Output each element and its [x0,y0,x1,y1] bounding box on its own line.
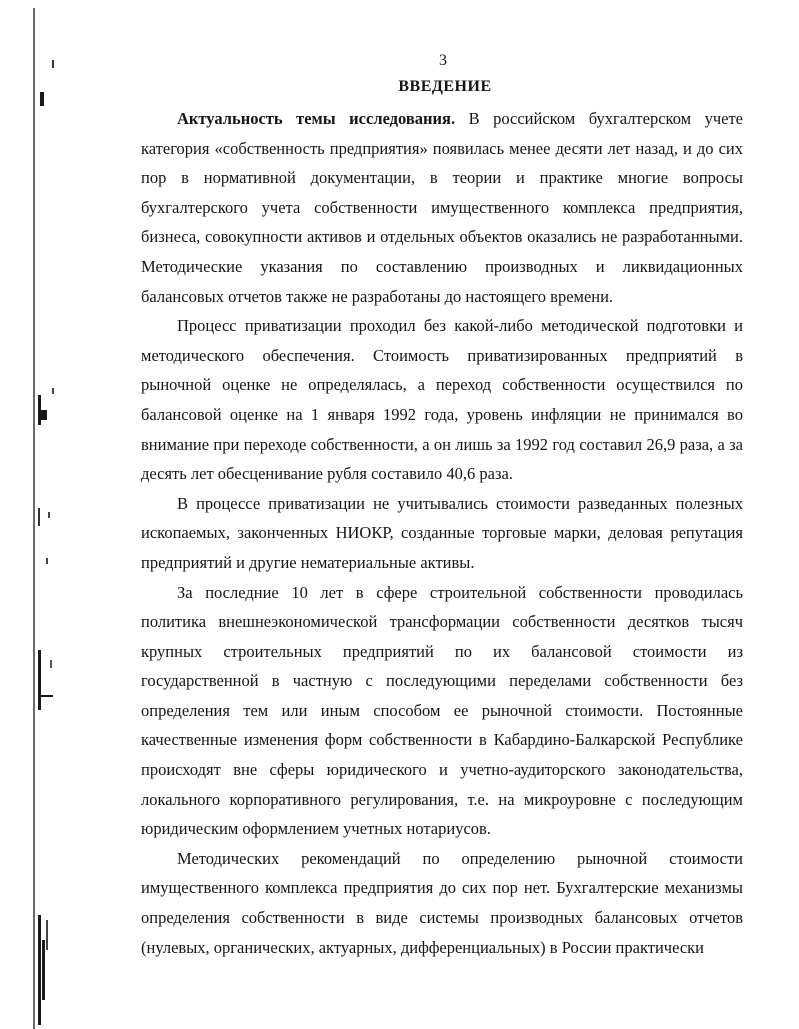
paragraph-lead: Актуальность темы исследования. [177,109,456,128]
page-number: 3 [439,52,447,69]
paragraph-construction-property: За последние 10 лет в сфере строительной собственности проводилась политика внешнеэкономической трансформации собственности десятков тысяч крупных строительных предприятий по их балансовой стоимости из государственной в частную с последующими переделами собственности без определения тем или иным способом ее рыночной стоимости. Постоянные качественные изменения форм собственности в Кабардино-Балкарской Республике происходят вне сферы юридического и учетно-аудиторского законодательства, локального корпоративного регулирования, т.е. на микроуровне с последующим юридическим оформлением учетных нотариусов. [141,582,743,839]
paragraph-unaccounted-assets: В процессе приватизации не учитывались стоимости разведанных полезных ископаемых, законченных НИОКР, созданные торговые марки, деловая репутация предприятий и другие нематериальные активы. [141,493,743,572]
paragraph-text: В российском бухгалтерском учете категория «собственность предприятия» появилась менее десяти лет назад, и до сих пор в нормативной документации, в теории и практике многие вопросы бухгалтерского учета собственности имущественного комплекса предприятия, бизнеса, совокупности активов и отдельных объектов оказались не разработанными. Методические указания по составлению производных и ликвидационных балансовых отчетов также не разработаны до настоящего времени. [141,109,743,306]
paragraph-methodical-recommendations: Методических рекомендаций по определению рыночной стоимости имущественного комплекса предприятия до сих пор нет. Бухгалтерские механизмы определения собственности в виде системы производных балансовых отчетов (нулевых, органических, актуарных, дифференциальных) в России практически [141,848,743,957]
body-text [141,104,743,962]
paragraph-relevance [141,104,743,311]
scan-edge-artifacts [0,0,70,1029]
page-heading: ВВЕДЕНИЕ [398,78,492,95]
paragraph-privatization-process: Процесс приватизации проходил без какой-либо методической подготовки и методического обеспечения. Стоимость приватизированных предприятий в рыночной оценке не определялась, а переход собственности осуществился по балансовой оценке на 1 января 1992 года, уровень инфляции не принимался во внимание при переходе собственности, а он лишь за 1992 год составил 26,9 раза, а за десять лет обесценивание рубля составило 40,6 раза. [141,316,743,484]
